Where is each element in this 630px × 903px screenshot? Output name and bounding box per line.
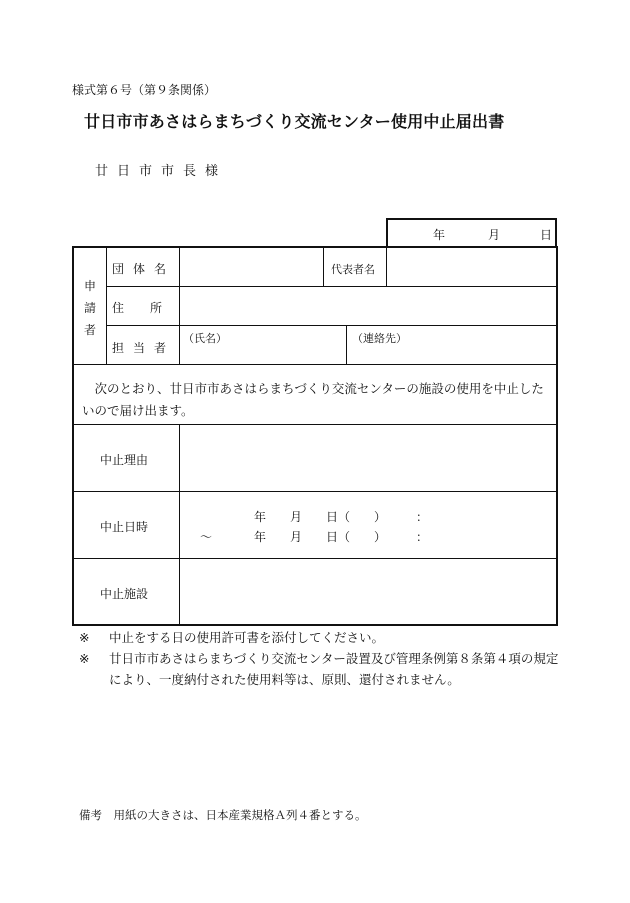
datetime-start[interactable]: 年 月 日（ ） ： bbox=[254, 510, 429, 524]
note-item bbox=[79, 627, 559, 648]
applicant-label-1: 申 bbox=[83, 279, 96, 293]
row-divider bbox=[74, 424, 558, 425]
note-item bbox=[79, 648, 559, 690]
contact-field[interactable] bbox=[350, 344, 554, 362]
contact-hint: （連絡先） bbox=[352, 332, 407, 345]
applicant-label-3: 者 bbox=[83, 323, 96, 337]
addressee: 廿日市市長様 bbox=[95, 164, 228, 179]
row-divider bbox=[74, 491, 558, 492]
representative-field[interactable] bbox=[389, 252, 554, 282]
date-day-label: 日 bbox=[540, 228, 553, 242]
application-table bbox=[72, 246, 558, 626]
row-divider bbox=[74, 364, 558, 365]
datetime-end[interactable]: 年 月 日（ ） ： bbox=[254, 530, 429, 544]
person-name-field[interactable] bbox=[182, 344, 342, 362]
note-mark: ※ bbox=[79, 630, 90, 645]
group-name-field[interactable] bbox=[182, 252, 322, 282]
address-label: 住所 bbox=[112, 301, 189, 315]
note-text: 廿日市市あさはらまちづくり交流センター設置及び管理条例第８条第４項の規定により、一度納付された使用料等は、原則、還付されません。 bbox=[109, 651, 559, 687]
row-divider bbox=[106, 286, 558, 287]
row-divider bbox=[106, 325, 558, 326]
col-divider bbox=[323, 248, 324, 286]
col-divider bbox=[346, 325, 347, 364]
facility-field[interactable] bbox=[184, 564, 554, 622]
applicant-label-2: 請 bbox=[83, 301, 96, 315]
tilde: ～ bbox=[200, 530, 213, 544]
group-name-label: 団体名 bbox=[112, 262, 176, 276]
person-in-charge-label: 担当者 bbox=[112, 341, 176, 355]
row-divider bbox=[74, 558, 558, 559]
name-hint: （氏名） bbox=[183, 332, 227, 345]
reason-label: 中止理由 bbox=[100, 453, 149, 467]
col-divider bbox=[179, 424, 180, 626]
representative-label: 代表者名 bbox=[331, 263, 375, 276]
form-number: 様式第６号（第９条関係） bbox=[72, 83, 217, 97]
col-divider bbox=[386, 248, 387, 286]
note-mark: ※ bbox=[79, 651, 90, 666]
date-year-label: 年 bbox=[433, 228, 446, 242]
notes bbox=[79, 627, 559, 690]
datetime-label: 中止日時 bbox=[100, 520, 149, 534]
note-text: 中止をする日の使用許可書を添付してください。 bbox=[109, 630, 385, 645]
date-month-label: 月 bbox=[488, 228, 501, 242]
page-title: 廿日市市あさはらまちづくり交流センター使用中止届出書 bbox=[84, 112, 505, 131]
reason-field[interactable] bbox=[184, 430, 554, 488]
facility-label: 中止施設 bbox=[100, 587, 149, 601]
date-box[interactable] bbox=[386, 218, 557, 246]
address-field[interactable] bbox=[182, 290, 554, 322]
col-divider bbox=[106, 248, 107, 364]
remarks: 備考 用紙の大きさは、日本産業規格Ａ列４番とする。 bbox=[79, 808, 367, 822]
statement-text: 次のとおり、廿日市市あさはらまちづくり交流センターの施設の使用を中止したいので届け出ます。 bbox=[82, 381, 544, 418]
